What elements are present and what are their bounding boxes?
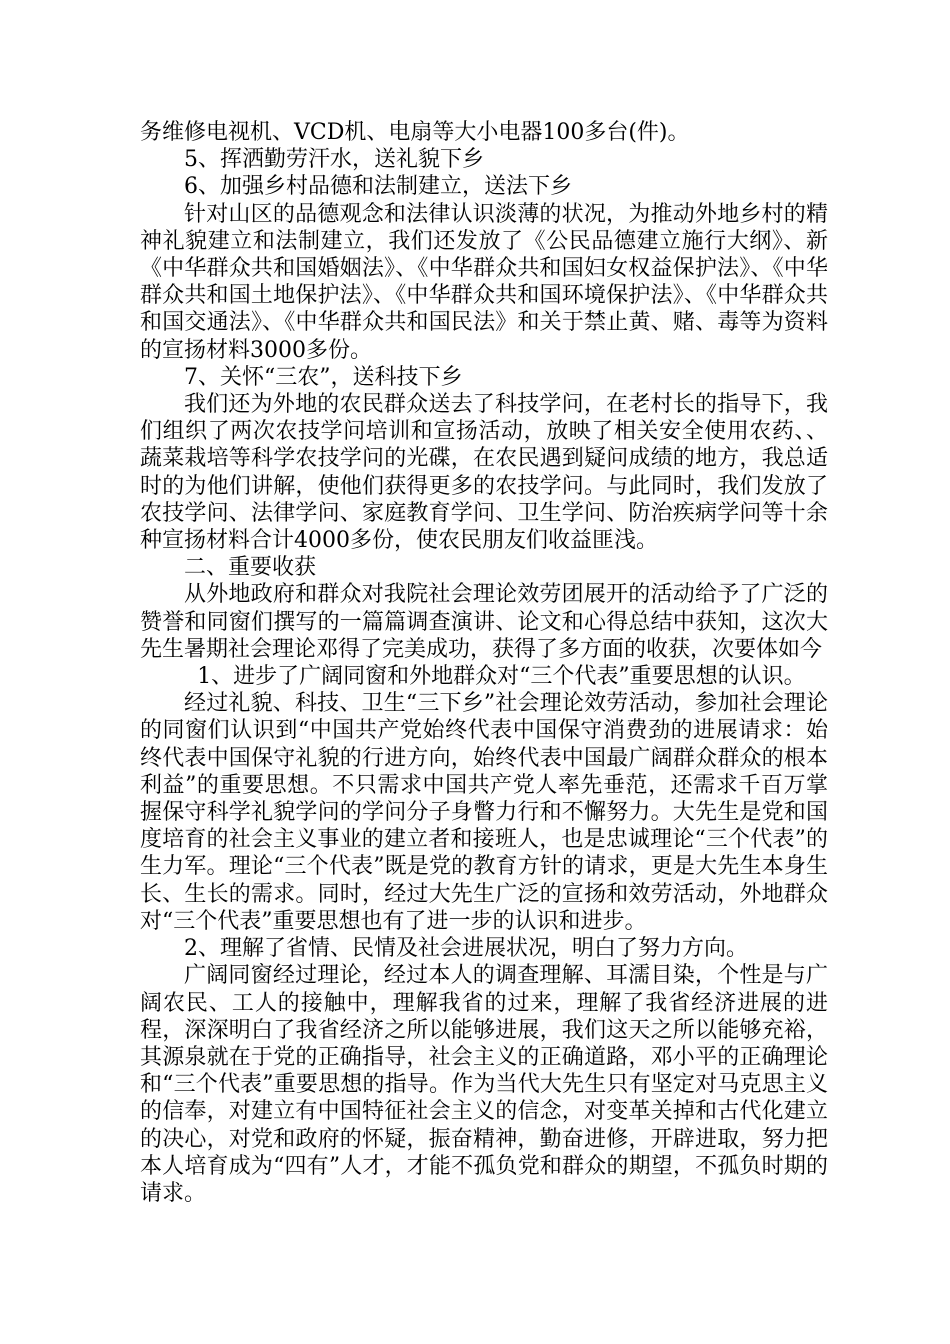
paragraph-gains-intro: 从外地政府和群众对我院社会理论效劳团展开的活动给予了广泛的赞誉和同窗们撰写的一篇篇调查演讲、论文和心得总结中获知，这次大先生暑期社会理论邓得了完美成功，获得了多方面的收获，次要体如今 bbox=[140, 582, 828, 662]
paragraph-appliance-repair: 务维修电视机、VCD机、电扇等大小电器100多台(件)。 bbox=[140, 120, 690, 145]
section-heading-gains: 二、重要收获 bbox=[184, 555, 317, 581]
heading-item-6: 6、加强乡村品德和法制建立，送法下乡 bbox=[184, 174, 572, 200]
paragraph-three-represents: 经过礼貌、科技、卫生“三下乡”社会理论效劳活动，参加社会理论的同窗们认识到“中国共产党始终代表中国保守消费劲的进展请求：始终代表中国保守礼貌的行进方向，始终代表中国最广阔群众群众的根本利益”的重要思想。不只需求中国共产党人率先垂范，还需求千百万掌握保守科学礼貌学问的学问分子身瞥力行和不懈努力。大先生是党和国度培育的社会主义事业的建立者和接班人，也是忠诚理论“三个代表”的生力军。理论“三个代表”既是党的教育方针的请求，更是大先生本身生长、生长的需求。同时，经过大先生广泛的宣扬和效劳活动，外地群众对“三个代表”重要思想也有了进一步的认识和进步。 bbox=[140, 691, 828, 934]
paragraph-tech-knowledge: 我们还为外地的农民群众送去了科技学问，在老村长的指导下，我们组织了两次农技学问培训和宣扬活动，放映了相关安全使用农药、、蔬菜栽培等科学农技学问的光碟，在农民遇到疑问成绩的地方，我总适时的为他们讲解，使他们获得更多的农技学问。与此同时，我们发放了农技学问、法律学问、家庭教育学问、卫生学问、防治疾病学问等十余种宣扬材料合计4000多份，使农民朋友们收益匪浅。 bbox=[140, 392, 828, 554]
paragraph-province-understanding: 广阔同窗经过理论，经过本人的调查理解、耳濡目染，个性是与广阔农民、工人的接触中，理解我省的过来，理解了我省经济进展的进程，深深明白了我省经济之所以能够进展，我们这天之所以能够充裕，其源泉就在于党的正确指导，社会主义的正确道路，邓小平的正确理论和“三个代表”重要思想的指导。作为当代大先生只有坚定对马克思主义的信奉，对建立有中国特征社会主义的信念，对变革关掉和古代化建立的决心，对党和政府的怀疑，振奋精神，勤奋进修，开辟进取，努力把本人培育成为“四有”人才，才能不孤负党和群众的期望，不孤负时期的请求。 bbox=[140, 963, 828, 1206]
heading-gain-2: 2、理解了省情、民情及社会进展状况，明白了努力方向。 bbox=[184, 936, 748, 962]
paragraph-law-materials: 针对山区的品德观念和法律认识淡薄的状况，为推动外地乡村的精神礼貌建立和法制建立，我们还发放了《公民品德建立施行大纲》、新《中华群众共和国婚姻法》、《中华群众共和国妇女权益保护法》、《中华群众共和国土地保护法》、《中华群众共和国环境保护法》、《中华群众共和国交通法》、《中华群众共和国民法》和关于禁止黄、赌、毒等为资料的宣扬材料3000多份。 bbox=[140, 201, 828, 363]
heading-gain-1: 1、进步了广阔同窗和外地群众对“三个代表”重要思想的认识。 bbox=[197, 664, 806, 690]
heading-item-7: 7、关怀“三农”，送科技下乡 bbox=[184, 364, 463, 390]
heading-item-5: 5、挥洒勤劳汗水，送礼貌下乡 bbox=[184, 147, 484, 173]
document-page bbox=[140, 119, 828, 1207]
